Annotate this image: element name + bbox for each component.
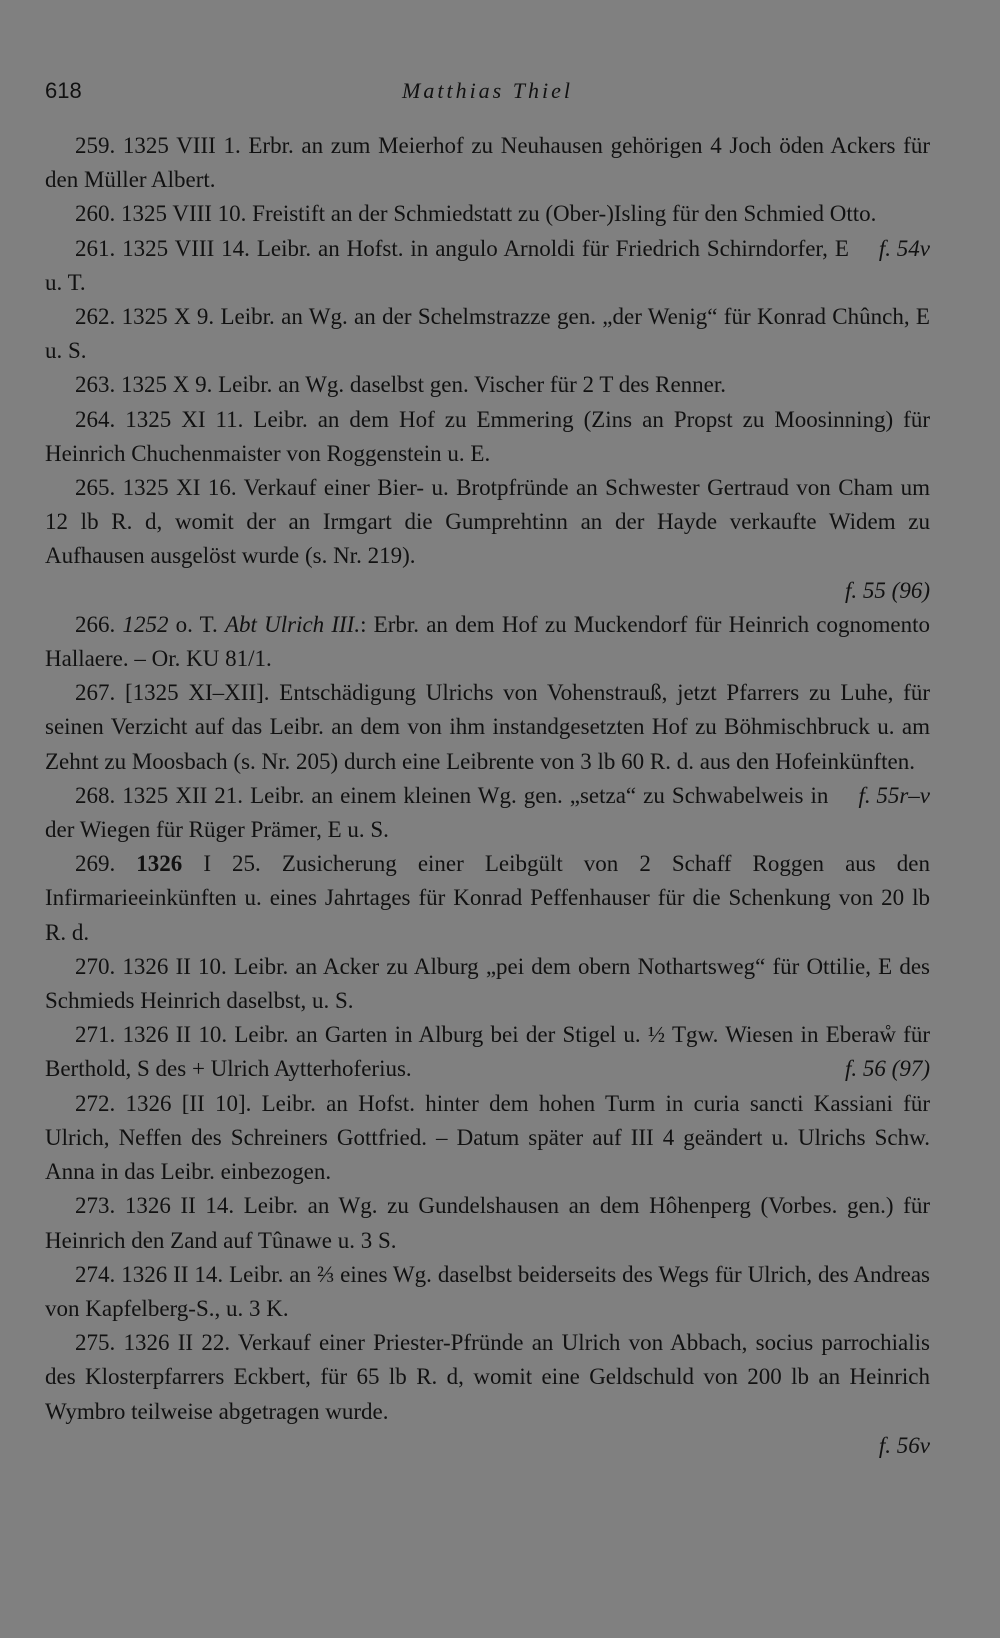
entry-274: 274. 1326 II 14. Leibr. an ⅔ eines Wg. daselbst beiderseits des Wegs für Ulrich, des Andreas von Kapfelberg-S., u. 3 K.: [45, 1261, 930, 1321]
entry-270: 270. 1326 II 10. Leibr. an Acker zu Alburg „pei dem obern Nothartsweg“ für Ottilie, E des Schmieds Heinrich daselbst, u. S.: [45, 953, 930, 1014]
folio-reference: f. 56 (97): [845, 1056, 930, 1082]
entry-261: 261. 1325 VIII 14. Leibr. an Hofst. in angulo Arnoldi für Friedrich Schirndorfer, E u. T.: [45, 235, 849, 295]
entry-date-italic: 1252: [122, 611, 169, 637]
book-page: [45, 70, 930, 1463]
entry-259: 259. 1325 VIII 1. Erbr. an zum Meierhof zu Neuhausen gehörigen 4 Joch öden Ackers für den Müller Albert.: [45, 133, 930, 193]
entry-266: [45, 608, 930, 676]
entry-260: [45, 197, 930, 261]
entry-list: [45, 129, 930, 1463]
entry-262: 262. 1325 X 9. Leibr. an Wg. an der Schelmstrazze gen. „der Wenig“ für Konrad Chûnch, E u. S.: [45, 304, 930, 364]
folio-reference: f. 55r–v: [858, 782, 930, 808]
entry-text: 271. 1326 II 10. Leibr. an Garten in Alburg bei der Stigel u. ½ Tgw. Wiesen in Eberaẘ für Berthold, S des + Ulrich Aytterhoferius.: [45, 1022, 930, 1082]
entry-year-bold: 1326: [136, 851, 183, 877]
entry-text: I 25. Zusicherung einer Leibgült von 2 Schaff Roggen aus den Infirmarieeinkünften u. eines Jahrtages für Konrad Peffenhauser für die Schenkung von 20 lb R. d.: [45, 851, 930, 945]
running-head: [45, 70, 930, 110]
entry-number: 266.: [75, 611, 123, 637]
entry-abbot-italic: Abt Ulrich III.: [224, 611, 361, 637]
running-head-author: Matthias Thiel: [402, 78, 573, 103]
entry-text: : Erbr. an dem Hof zu Muckendorf für Heinrich cognomento Hallaere. – Or. KU 81/1.: [45, 611, 931, 672]
folio-reference: f. 54v: [878, 235, 930, 261]
entry-275: 275. 1326 II 22. Verkauf einer Priester-Pfründe an Ulrich von Abbach, socius parrochialis des Klosterpfarrers Eckbert, für 65 lb R. d, womit eine Geldschuld von 200 lb an Heinrich Wymbro teilweise abgetragen wurde.: [45, 1330, 930, 1424]
entry-text: 260. 1325 VIII 10. Freistift an der Schmiedstatt zu (Ober-)Isling für den Schmied Otto.: [75, 201, 877, 227]
entry-272: 272. 1326 [II 10]. Leibr. an Hofst. hinter dem hohen Turm in curia sancti Kassiani für Ulrich, Neffen des Schreiners Gottfried. – Datum später auf III 4 geändert u. Ulrichs Schw. Anna in das Leibr. einbezogen.: [45, 1090, 930, 1185]
folio-reference: f. 55 (96): [845, 577, 930, 603]
entry-263: 263. 1325 X 9. Leibr. an Wg. daselbst gen. Vischer für 2 T des Renner.: [75, 372, 727, 398]
entry-267: [45, 676, 930, 808]
entry-273: 273. 1326 II 14. Leibr. an Wg. zu Gundelshausen an dem Hôhenperg (Vorbes. gen.) für Heinrich den Zand auf Tûnawe u. 3 S.: [45, 1193, 930, 1253]
entry-271: [45, 1018, 930, 1086]
entry-number: 269.: [75, 851, 137, 877]
entry-text: 267. [1325 XI–XII]. Entschädigung Ulrichs von Vohenstrauß, jetzt Pfarrers zu Luhe, für seinen Verzicht auf das Leibr. an dem von ihm instandgesetzten Hof zu Böhmischbruck u. am Zehnt zu Moosbach (s. Nr. 205) durch eine Leibrente von 3 lb 60 R. d. aus den Hofeinkünften.: [45, 680, 930, 774]
page-number: 618: [45, 78, 82, 103]
entry-265: 265. 1325 XI 16. Verkauf einer Bier- u. Brotpfründe an Schwester Gertraud von Cham um 12 lb R. d, womit der an Irmgart die Gumprehtinn an der Hayde verkaufte Widem zu Aufhausen ausgelöst wurde (s. Nr. 219).: [45, 475, 930, 569]
entry-date-note: o. T.: [168, 611, 225, 637]
entry-264: 264. 1325 XI 11. Leibr. an dem Hof zu Emmering (Zins an Propst zu Moosinning) für Heinrich Chuchenmaister von Roggenstein u. E.: [45, 406, 930, 466]
folio-reference: f. 56v: [878, 1432, 930, 1458]
entry-268: 268. 1325 XII 21. Leibr. an einem kleinen Wg. gen. „setza“ zu Schwabelweis in der Wiegen für Rüger Prämer, E u. S.: [45, 782, 829, 843]
entry-269: [45, 847, 930, 950]
